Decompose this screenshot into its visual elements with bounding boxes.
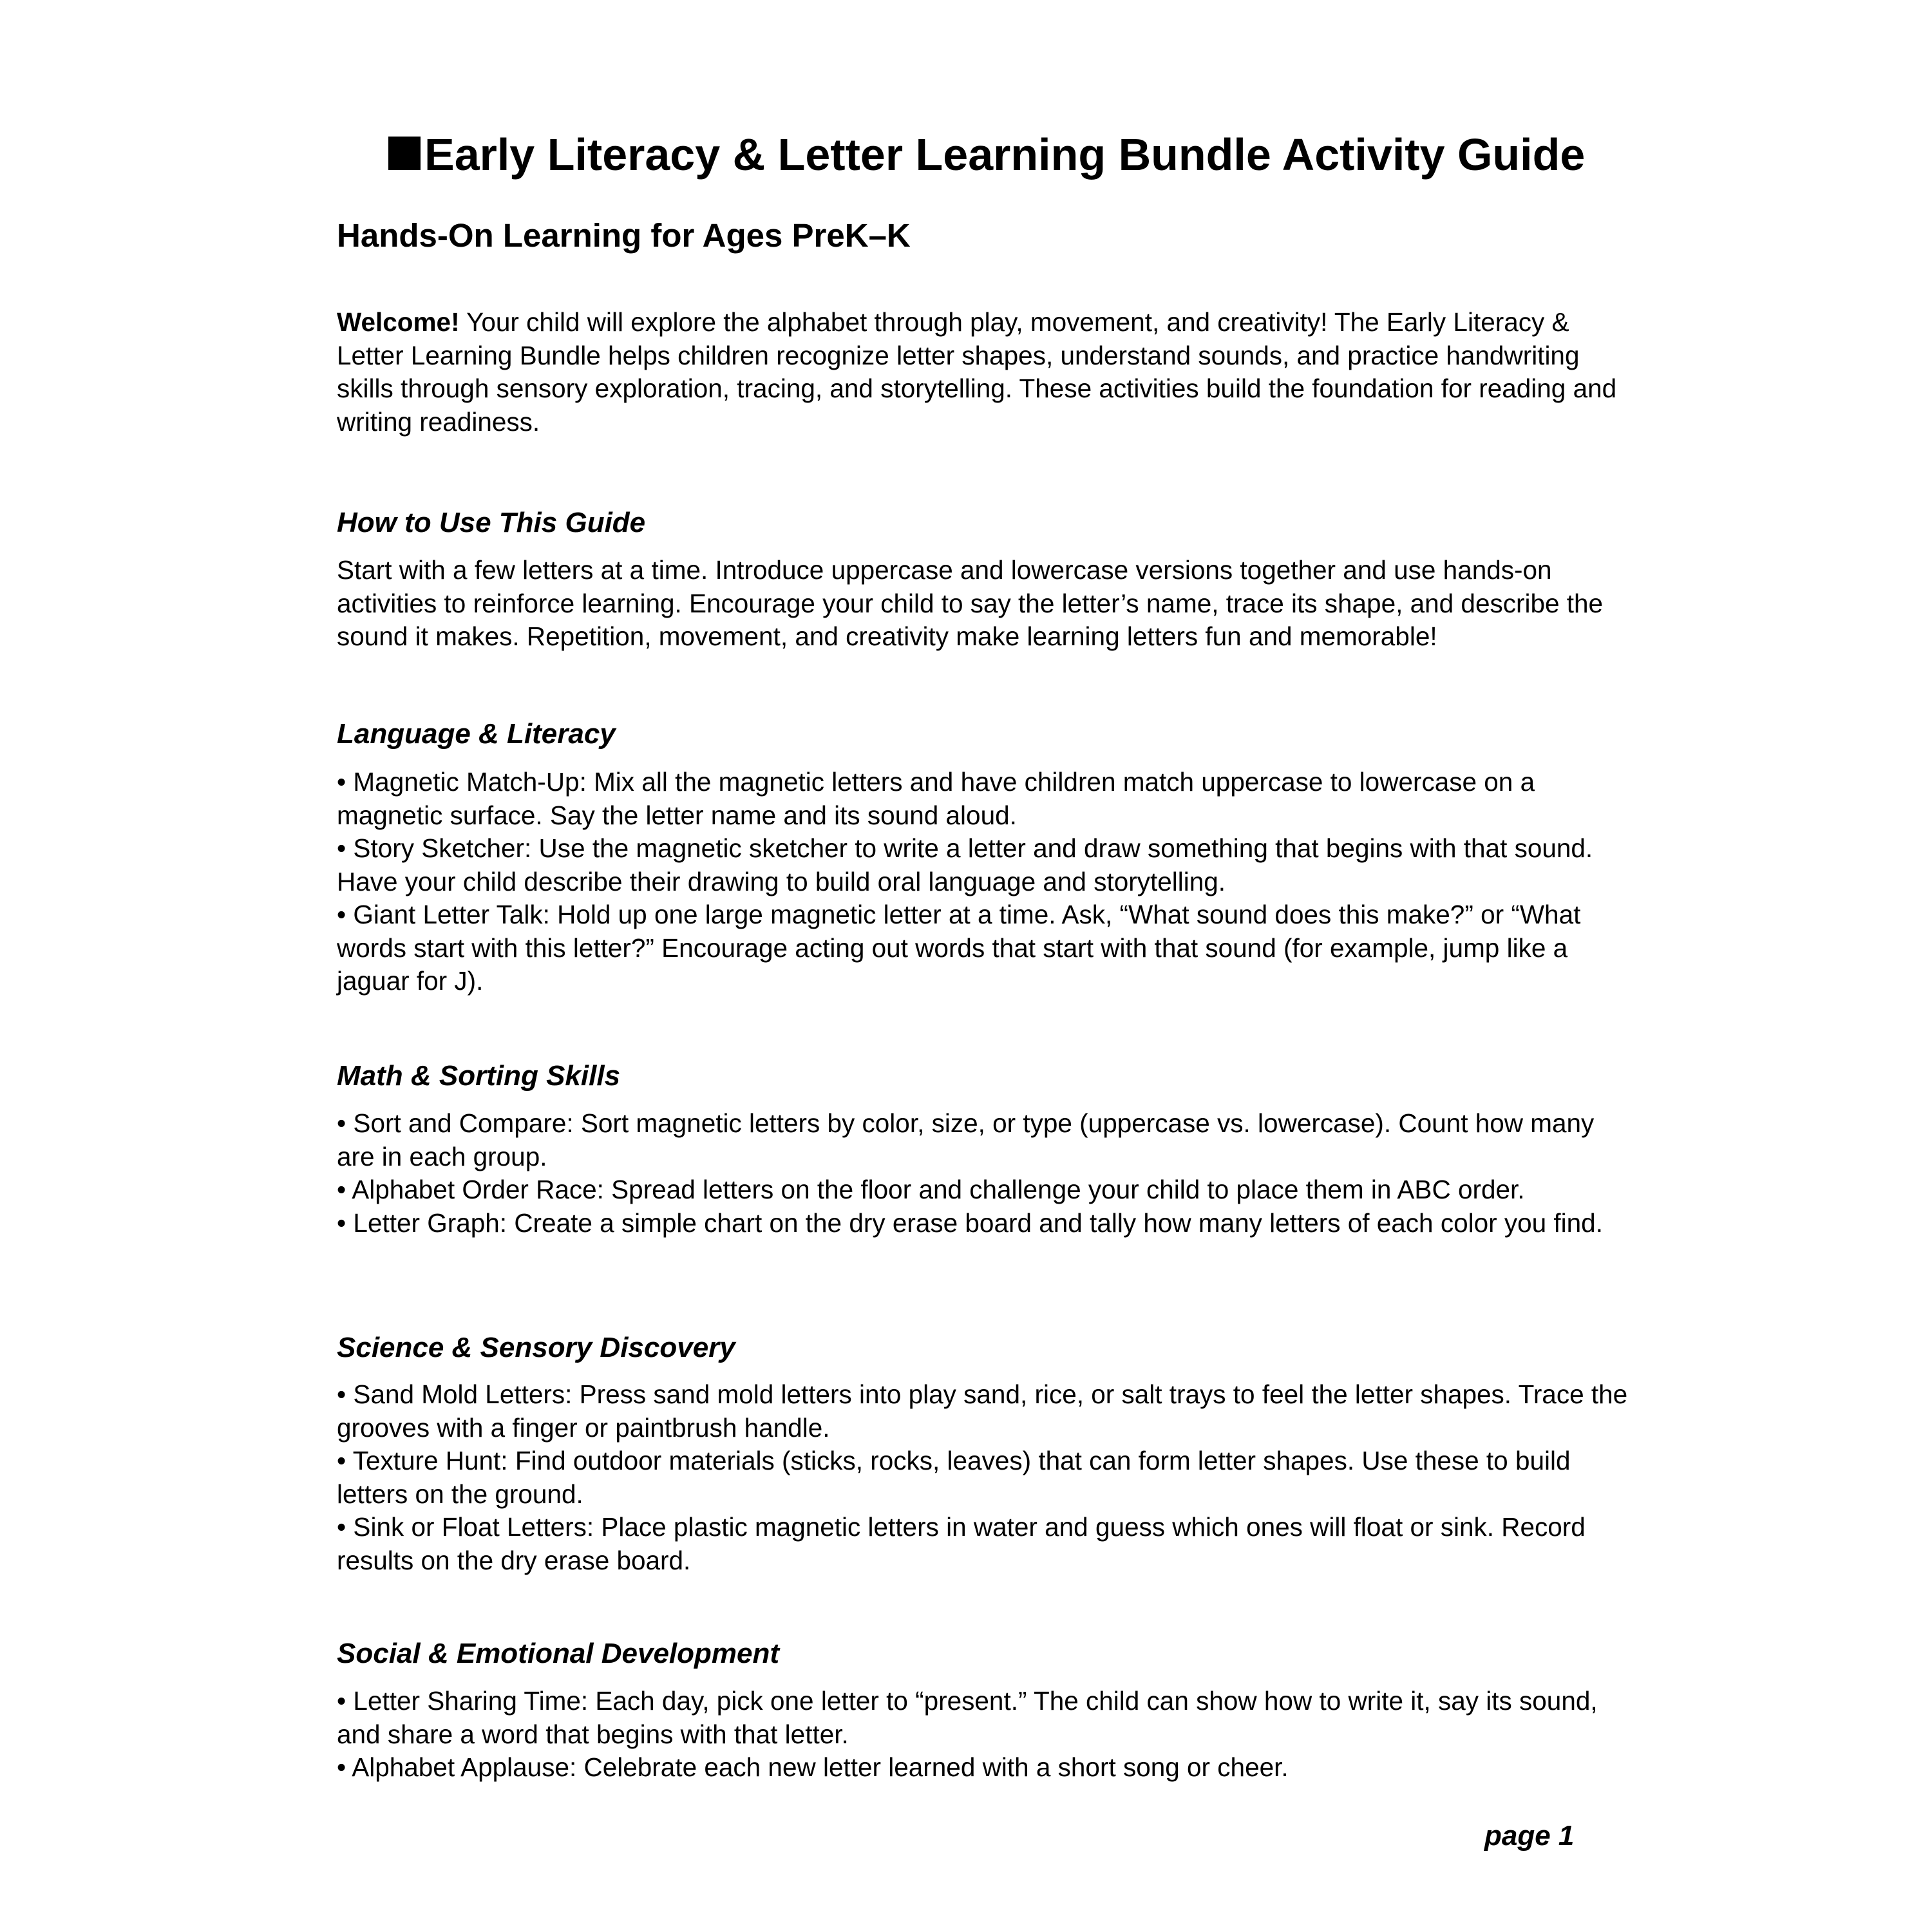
section-heading-social-emotional: Social & Emotional Development: [337, 1638, 780, 1669]
welcome-paragraph: [337, 306, 1631, 439]
welcome-text: Your child will explore the alphabet through play, movement, and creativity! The Early Literacy & Letter Learning Bundle helps children recognize letter shapes, understand sounds, and practice handwriting skills through sensory exploration, tracing, and storytelling. These activities build the foundation for reading and writing readiness.: [337, 307, 1617, 437]
list-item: • Sort and Compare: Sort magnetic letters by color, size, or type (uppercase vs. lowercase). Count how many are in each group.: [337, 1108, 1595, 1171]
list-item: • Giant Letter Talk: Hold up one large magnetic letter at a time. Ask, “What sound does this make?” or “What words start with this letter?” Encourage acting out words that start with that sound (for example, jump like a jaguar for J).: [337, 900, 1581, 996]
list-item: • Story Sketcher: Use the magnetic sketcher to write a letter and draw something that begins with that sound. Have your child describe their drawing to build oral language and storytelling.: [337, 833, 1593, 896]
document-subtitle: Hands-On Learning for Ages PreK–K: [337, 217, 911, 254]
list-item: • Alphabet Applause: Celebrate each new letter learned with a short song or cheer.: [337, 1752, 1289, 1782]
section-heading-math-sorting: Math & Sorting Skills: [337, 1060, 621, 1092]
language-literacy-list: [337, 766, 1631, 998]
document-title: Early Literacy & Letter Learning Bundle Activity Guide: [424, 129, 1586, 180]
section-heading-language-literacy: Language & Literacy: [337, 718, 616, 750]
list-item: • Texture Hunt: Find outdoor materials (sticks, rocks, leaves) that can form letter shapes. Use these to build letters on the ground.: [337, 1446, 1571, 1509]
title-row: [388, 129, 1676, 180]
black-square-icon: [388, 137, 421, 170]
social-emotional-list: [337, 1685, 1631, 1785]
list-item: • Sand Mold Letters: Press sand mold letters into play sand, rice, or salt trays to feel the letter shapes. Trace the grooves with a finger or paintbrush handle.: [337, 1379, 1628, 1443]
list-item: • Letter Graph: Create a simple chart on the dry erase board and tally how many letters of each color you find.: [337, 1208, 1603, 1238]
list-item: • Sink or Float Letters: Place plastic magnetic letters in water and guess which ones will float or sink. Record results on the dry erase board.: [337, 1512, 1586, 1575]
list-item: • Magnetic Match-Up: Mix all the magnetic letters and have children match uppercase to lowercase on a magnetic surface. Say the letter name and its sound aloud.: [337, 767, 1535, 830]
how-to-use-paragraph: Start with a few letters at a time. Introduce uppercase and lowercase versions together and use hands-on activities to reinforce learning. Encourage your child to say the letter’s name, trace its shape, and describe the sound it makes. Repetition, movement, and creativity make learning letters fun and memorable!: [337, 555, 1604, 651]
page-number: page 1: [1484, 1820, 1575, 1852]
welcome-lead: Welcome!: [337, 307, 460, 337]
science-sensory-list: [337, 1378, 1631, 1577]
section-heading-science-sensory: Science & Sensory Discovery: [337, 1332, 735, 1363]
math-sorting-list: [337, 1107, 1631, 1240]
list-item: • Alphabet Order Race: Spread letters on the floor and challenge your child to place them in ABC order.: [337, 1175, 1525, 1204]
list-item: • Letter Sharing Time: Each day, pick one letter to “present.” The child can show how to write it, say its sound, and share a word that begins with that letter.: [337, 1686, 1598, 1749]
section-heading-how-to-use: How to Use This Guide: [337, 507, 646, 538]
